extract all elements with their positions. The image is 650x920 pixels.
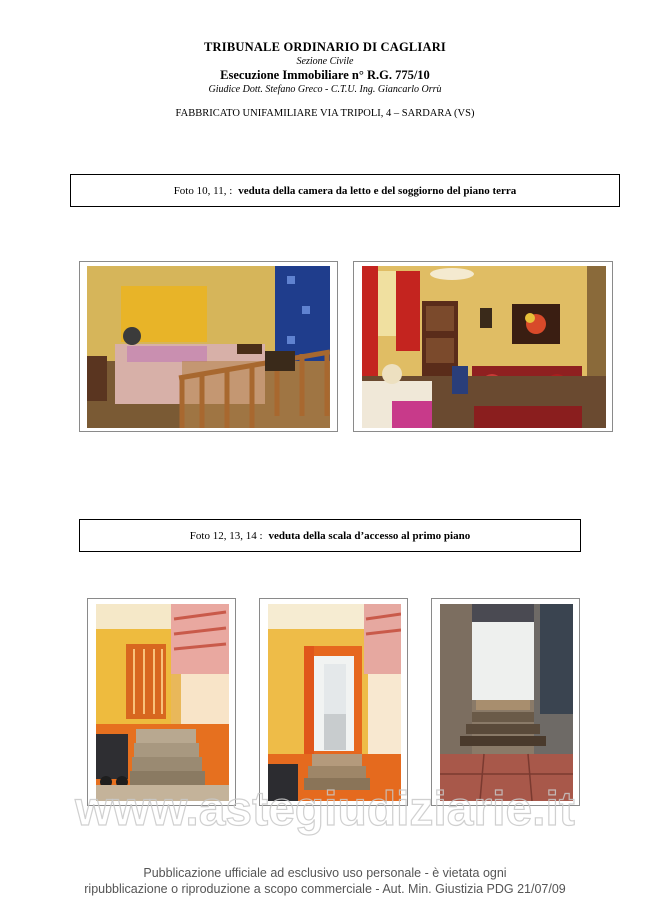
caption-box-2: [79, 519, 581, 552]
caption-description: veduta della scala d’accesso al primo piano: [268, 529, 471, 542]
caption-label: Foto 12, 13, 14 :: [189, 529, 263, 542]
bedroom-image: [87, 266, 330, 428]
footer-line-1: Pubblicazione ufficiale ad esclusivo uso personale - è vietata ogni: [143, 866, 507, 880]
footer-line-2: ripubblicazione o riproduzione a scopo commerciale - Aut. Min. Giustizia PDG 21/07/09: [84, 882, 566, 896]
execution-number: Esecuzione Immobiliare n° R.G. 775/10: [220, 68, 430, 82]
caption-box-1: [70, 174, 620, 207]
caption-description: veduta della camera da letto e del soggiorno del piano terra: [238, 184, 517, 197]
judge-line: Giudice Dott. Stefano Greco - C.T.U. Ing. Giancarlo Orrù: [208, 84, 442, 95]
watermark-text: www.astegiudiziarie.it: [75, 783, 575, 836]
doorway-image: [268, 604, 401, 801]
caption-label: Foto 10, 11, :: [173, 184, 233, 197]
court-title: TRIBUNALE ORDINARIO DI CAGLIARI: [204, 40, 446, 54]
staircase-image: [96, 604, 229, 801]
photo-doorway: [259, 598, 408, 806]
section-subtitle: Sezione Civile: [296, 56, 354, 67]
photo-stairs: [431, 598, 580, 806]
photo-bedroom: [79, 261, 338, 432]
photo-staircase: [87, 598, 236, 806]
building-address: FABBRICATO UNIFAMILIARE VIA TRIPOLI, 4 – SARDARA (VS): [175, 108, 475, 119]
living-room-image: [362, 266, 606, 428]
stairs-image: [440, 604, 573, 801]
photo-living-room: [353, 261, 613, 432]
